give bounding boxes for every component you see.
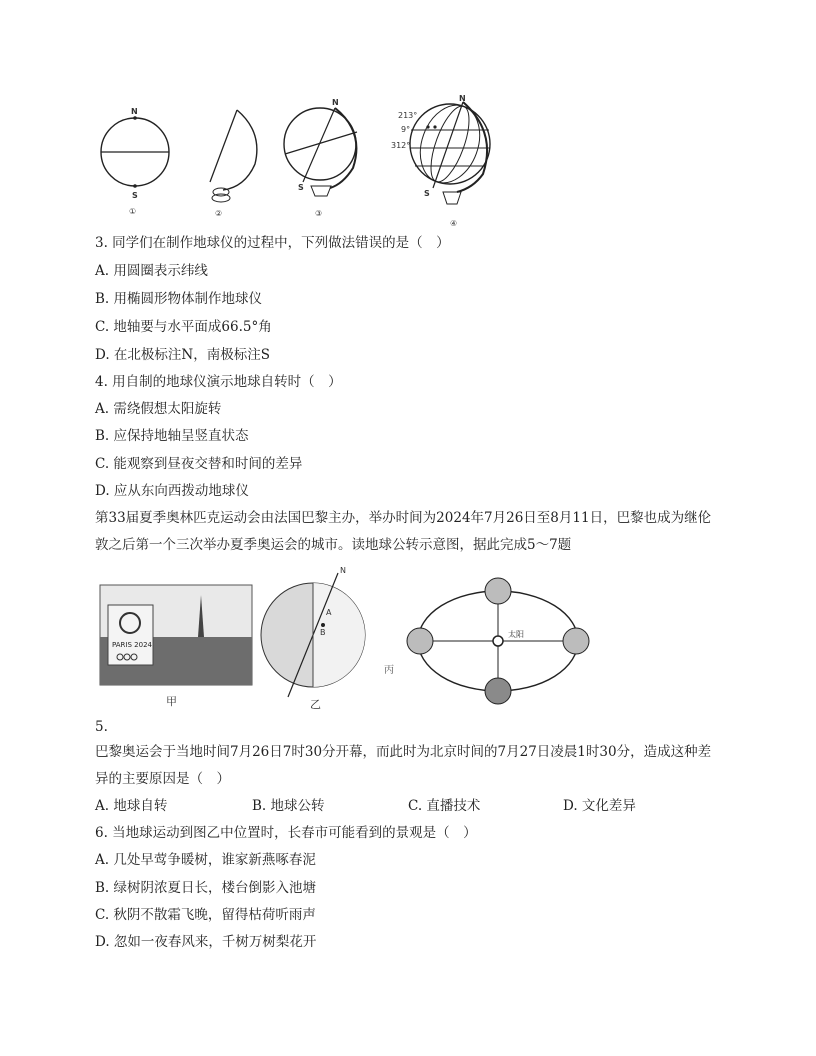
sun-label: 太阳 (508, 630, 524, 639)
q6-option-a[interactable]: A. 几处早莺争暖树，谁家新燕啄春泥 (95, 852, 316, 868)
step-3-s-label: S (298, 183, 304, 192)
step-4-deg-312: 312° (391, 141, 411, 150)
q6-stem: 6. 当地球运动到图乙中位置时，长春市可能看到的景观是（ ） (95, 825, 477, 841)
globe-steps-figure (95, 92, 505, 232)
q4-stem: 4. 用自制的地球仪演示地球自转时（ ） (95, 374, 342, 390)
orbit-figure (98, 565, 618, 713)
n-label: N (340, 566, 346, 575)
q5-options (95, 797, 725, 815)
q6-option-b[interactable]: B. 绿树阴浓夏日长，楼台倒影入池塘 (95, 880, 317, 896)
figure-bing-orbit (384, 578, 589, 704)
q5-option-d[interactable]: D. 文化差异 (563, 798, 636, 814)
step-2-halfcircle (210, 110, 257, 218)
q3-option-a[interactable]: A. 用圆圈表示纬线 (95, 263, 208, 279)
step-3-n-label: N (332, 98, 339, 107)
earth-bottom-icon (485, 678, 511, 704)
step-3-number: ③ (315, 209, 323, 218)
q4-option-c[interactable]: C. 能观察到昼夜交替和时间的差异 (95, 456, 303, 472)
step-2-number: ② (215, 209, 223, 218)
sun-icon (493, 636, 503, 646)
q5-stem-line-2: 异的主要原因是（ ） (95, 771, 230, 787)
q4-option-d[interactable]: D. 应从东向西拨动地球仪 (95, 483, 249, 499)
label-jia: 甲 (166, 695, 177, 708)
label-yi: 乙 (310, 698, 321, 711)
q5-number: 5. (95, 719, 108, 735)
step-1-circle (101, 107, 169, 216)
label-bing: 丙 (384, 665, 394, 676)
intro-line-2: 敦之后第一个三次举办夏季奥运会的城市。读地球公转示意图，据此完成5～7题 (95, 537, 572, 553)
step-4-deg-213: 213° (398, 111, 418, 120)
step-3-globe (284, 98, 357, 218)
figure-jia-paris-image (100, 585, 252, 708)
step-4-globe (391, 94, 490, 228)
q5-stem-line-1: 巴黎奥运会于当地时间7月26日7时30分开幕，而此时为北京时间的7月27日凌晨1时30分，造成这种差 (95, 744, 712, 760)
q5-option-b[interactable]: B. 地球公转 (252, 798, 325, 814)
step-1-n-label: N (131, 107, 138, 116)
q5-option-c[interactable]: C. 直播技术 (408, 798, 481, 814)
q4-option-a[interactable]: A. 需绕假想太阳旋转 (95, 401, 222, 417)
point-a-label: A (326, 608, 332, 617)
step-4-number: ④ (450, 219, 458, 228)
q6-option-c[interactable]: C. 秋阴不散霜飞晚，留得枯荷听雨声 (95, 907, 316, 923)
step-1-s-label: S (132, 191, 138, 200)
q3-stem: 3. 同学们在制作地球仪的过程中，下列做法错误的是（ ） (95, 235, 450, 251)
q4-option-b[interactable]: B. 应保持地轴呈竖直状态 (95, 428, 249, 444)
figure-yi-earth (261, 566, 365, 711)
earth-top-icon (485, 578, 511, 604)
earth-right-icon (563, 628, 589, 654)
intro-line-1: 第33届夏季奥林匹克运动会由法国巴黎主办，举办时间为2024年7月26日至8月11日，巴黎也成为继伦 (95, 510, 712, 526)
q3-option-d[interactable]: D. 在北极标注N，南极标注S (95, 347, 270, 363)
step-4-deg-9: 9° (401, 125, 411, 134)
q3-option-b[interactable]: B. 用椭圆形物体制作地球仪 (95, 291, 263, 307)
step-4-s-label: S (424, 189, 430, 198)
earth-left-icon (407, 628, 433, 654)
q6-option-d[interactable]: D. 忽如一夜春风来，千树万树梨花开 (95, 934, 317, 950)
step-1-number: ① (129, 207, 137, 216)
point-b-label: B (320, 628, 326, 637)
paris-2024-text: PARIS 2024 (112, 641, 152, 649)
q5-option-a[interactable]: A. 地球自转 (95, 798, 168, 814)
q3-option-c[interactable]: C. 地轴要与水平面成66.5°角 (95, 319, 272, 335)
step-4-n-label: N (459, 94, 466, 103)
